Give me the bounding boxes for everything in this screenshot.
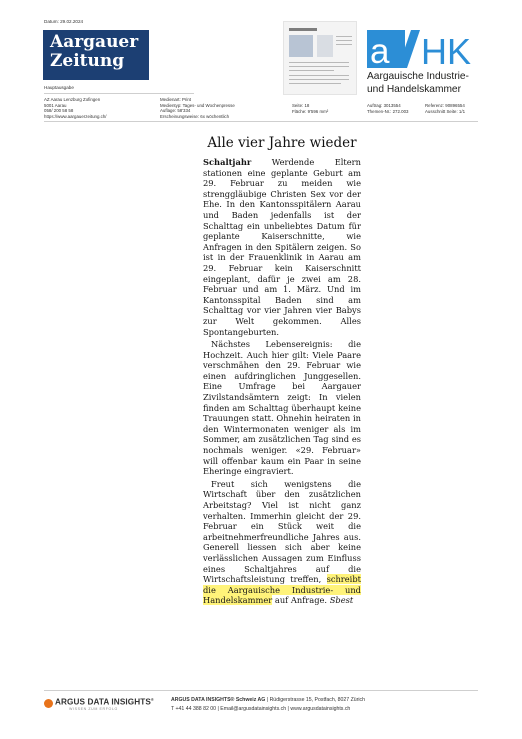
publisher-city: 5001 Aarau <box>44 102 67 108</box>
layout-page: Seite: 18 <box>292 103 310 108</box>
article-paragraph-1-text: Werdende Eltern stationen eine geplante Geburt am 29. Februar zu meiden wie strenggläubige Christen Sex vor der Ehe. In den Kantonsspitälern Aarau und Baden jedenfalls ist der Schalttag ein unbeliebtes Datum für geplante Kaiserschnitte, wie Anfragen in den Spitälern zeigen. So ist in der Frauenklinik in Aarau am 29. Februar kein Kaiserschnitt eingeplant, dafür je zwei am 28. Februar und am 1. März. Und im Kantonsspital Baden sind am Schalttag vor vier Jahren vier Babys zur Welt gekommen. Alles Spontangeburten. <box>203 157 361 337</box>
thumbnail-text-line <box>289 66 349 67</box>
media-type: Medientyp: Tages- und Wochenpresse <box>160 102 235 108</box>
media-frequency: Erscheinungsweise: 6x wöchentlich <box>160 114 230 120</box>
thumbnail-text-line <box>336 44 352 45</box>
media-genre: Medienart: Print <box>160 97 191 102</box>
publisher-info <box>44 97 106 120</box>
publisher-web: https://www.aargauerzeitung.ch/ <box>44 114 107 120</box>
order-info <box>367 103 409 114</box>
reference-info <box>425 103 465 114</box>
media-info <box>160 97 235 120</box>
footer-phone: T +41 44 388 82 00 <box>171 706 217 712</box>
footer-company: ARGUS DATA INSIGHTS® Schweiz AG <box>171 697 266 703</box>
thumbnail-text-line <box>289 75 349 76</box>
footer-divider <box>44 690 478 691</box>
publication-logo-line2: Zeitung <box>50 51 125 71</box>
layout-info <box>292 103 328 114</box>
client-name <box>367 71 469 96</box>
page-thumbnail <box>283 21 357 95</box>
footer-address: ARGUS DATA INSIGHTS® Schweiz AG | Rüdigerstrasse 15, Postfach, 8027 Zürich <box>171 697 366 703</box>
argus-logo <box>44 697 166 713</box>
layout-area: Fläche: 9'596 mm² <box>292 108 329 114</box>
media-circulation: Auflage: 58'334 <box>160 108 191 114</box>
thumbnail-text-line <box>289 62 349 63</box>
thumbnail-text-line <box>289 83 341 84</box>
article <box>203 137 361 608</box>
clipping-date: Datum: 29.02.2024 <box>44 19 84 24</box>
highlighted-mention: schreibt die Aargauische Industrie- und Handelskammer <box>203 574 361 606</box>
footer-web-link[interactable]: www.argusdatainsights.ch <box>290 706 351 712</box>
article-title: Alle vier Jahre wieder <box>207 135 357 151</box>
client-logo-hk: HK <box>421 31 472 68</box>
article-paragraph-3 <box>203 479 361 606</box>
article-paragraph-3-end: auf Anfrage. <box>272 595 330 606</box>
metadata-divider <box>44 121 478 122</box>
article-paragraph-3-start: Freut sich wenigstens die Wirtschaft über den zusätzlichen Arbeitstag? Viel ist nicht ganz verhalten. Immerhin gleicht der 29. Februar ein Stück weit die arbeitnehmerfreundliche Jahres aus. Generell liessen sich aber keine verlässlichen Aussagen zum Einfluss eines Schaltjahres auf die Wirtschaftsleistung treffen, <box>203 478 361 585</box>
client-logo-a: a <box>370 32 390 68</box>
article-paragraph-1 <box>203 157 361 337</box>
clipping-page: Ausschnitt Seite: 1/1 <box>425 108 466 114</box>
publisher-phone: 058/ 200 58 58 <box>44 108 74 114</box>
reference-number: Referenz: 90896554 <box>425 103 465 108</box>
footer-email-link[interactable]: Email@argusdatainsights.ch <box>220 706 287 712</box>
thumbnail-text-line <box>336 40 352 41</box>
footer-contact: T +41 44 388 82 00 | Email@argusdatainsights.ch | www.argusdatainsights.ch <box>171 706 351 712</box>
argus-logo-tagline: WISSEN ZUM ERFOLG <box>69 707 118 711</box>
client-logo <box>367 30 481 68</box>
argus-logo-name: ARGUS DATA INSIGHTS® <box>55 697 154 707</box>
header-divider <box>44 93 194 94</box>
client-name-line1: Aargauische Industrie- <box>367 71 469 82</box>
article-kicker: Schaltjahr <box>203 157 252 167</box>
thumbnail-text-line <box>289 70 334 71</box>
footer-street: Rüdigerstrasse 15, Postfach, 8027 Zürich <box>269 697 366 703</box>
theme-number: Themen-Nr.: 272.003 <box>367 108 409 114</box>
client-name-line2: und Handelskammer <box>367 83 461 95</box>
thumbnail-photo-secondary <box>317 35 333 57</box>
edition-label: Hauptausgabe <box>44 85 74 90</box>
thumbnail-text-line <box>336 36 352 37</box>
author-signature: Sbest <box>329 595 354 606</box>
publication-logo <box>43 30 149 80</box>
thumbnail-headline <box>289 28 317 31</box>
thumbnail-text-line <box>289 79 349 80</box>
argus-logo-dot <box>44 699 53 708</box>
order-number: Auftrag: 3013554 <box>367 103 401 108</box>
article-paragraph-2: Nächstes Lebensereignis: die Hochzeit. Auch hier gilt: Viele Paare verschmähen den 29. Februar wie einen aufdringlichen Junggesellen. Eine Umfrage bei Aargauer Zivilstandsämtern zeigt: In vielen finden am Schalttag überhaupt keine Trauungen statt. Ohnehin heiraten in den Wintermonaten weniger als im Sommer, am zusätzlichen Tag sind es nochmals weniger. «29. Februar» will offenbar kaum ein Paar in seine Eheringe eingraviert. <box>203 339 361 477</box>
thumbnail-photo <box>289 35 313 57</box>
publication-logo-line1: Aargauer <box>50 32 139 52</box>
publisher-name: AZ Aarau Lenzburg Zofingen <box>44 97 101 102</box>
